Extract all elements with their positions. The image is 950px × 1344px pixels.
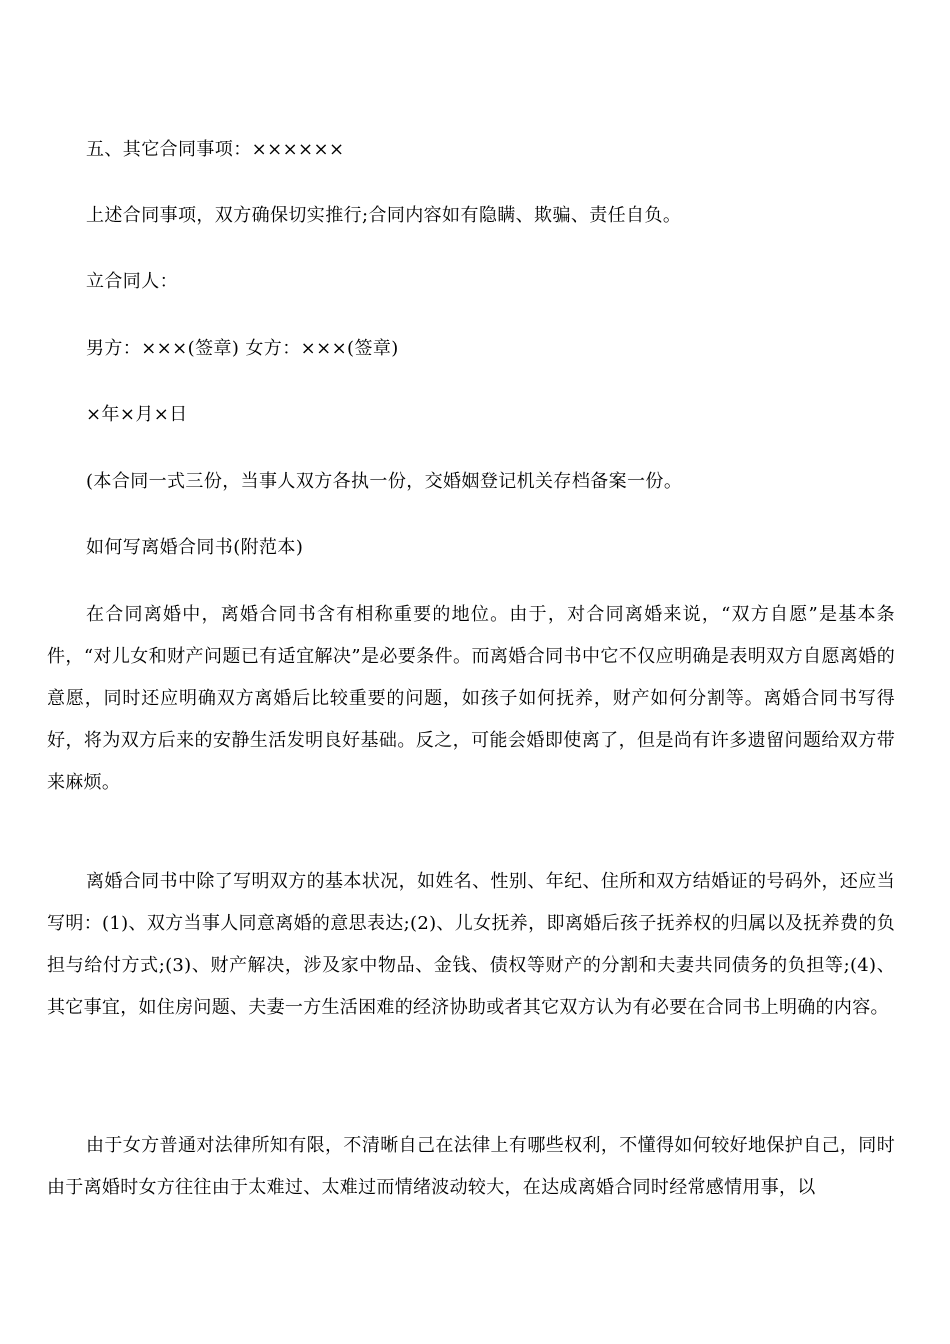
contract-item-five: 五、其它合同事项：×××××× (86, 139, 345, 160)
copies-note: (本合同一式三份，当事人双方各执一份，交婚姻登记机关存档备案一份。 (86, 471, 683, 492)
paragraph-contents: 离婚合同书中除了写明双方的基本状况，如姓名、性别、年纪、住所和双方结婚证的号码外，还应当写明：(1)、双方当事人同意离婚的意思表达;(2)、儿女抚养，即离婚后孩子抚养权的归属以及抚养费的负担与给付方式;(3)、财产解决，涉及家中物品、金钱、债权等财产的分割和夫妻共同债务的负担等;(4)、其它事宜，如住房问题、夫妻一方生活困难的经济协助或者其它双方认为有必要在合同书上明确的内容。 (47, 871, 895, 1018)
signatories-label: 立合同人： (86, 271, 178, 292)
paragraph-women-rights: 由于女方普通对法律所知有限，不清晰自己在法律上有哪些权利，不懂得如何较好地保护自己，同时由于离婚时女方往往由于太难过、太难过而情绪波动较大，在达成离婚合同时经常感情用事，以 (47, 1135, 895, 1198)
paragraph-importance: 在合同离婚中，离婚合同书含有相称重要的地位。由于，对合同离婚来说，“双方自愿”是基本条件，“对儿女和财产问题已有适宜解决”是必要条件。而离婚合同书中它不仅应明确是表明双方自愿离婚的意愿，同时还应明确双方离婚后比较重要的问题，如孩子如何抚养，财产如何分割等。离婚合同书写得好，将为双方后来的安静生活发明良好基础。反之，可能会婚即使离了，但是尚有许多遗留问题给双方带来麻烦。 (47, 604, 895, 793)
section-heading: 如何写离婚合同书(附范本) (86, 537, 304, 558)
contract-assurance: 上述合同事项，双方确保切实推行;合同内容如有隐瞒、欺骗、责任自负。 (86, 205, 682, 226)
date-line: ×年×月×日 (86, 404, 188, 425)
signature-line: 男方：×××(签章) 女方：×××(签章) (86, 338, 399, 359)
